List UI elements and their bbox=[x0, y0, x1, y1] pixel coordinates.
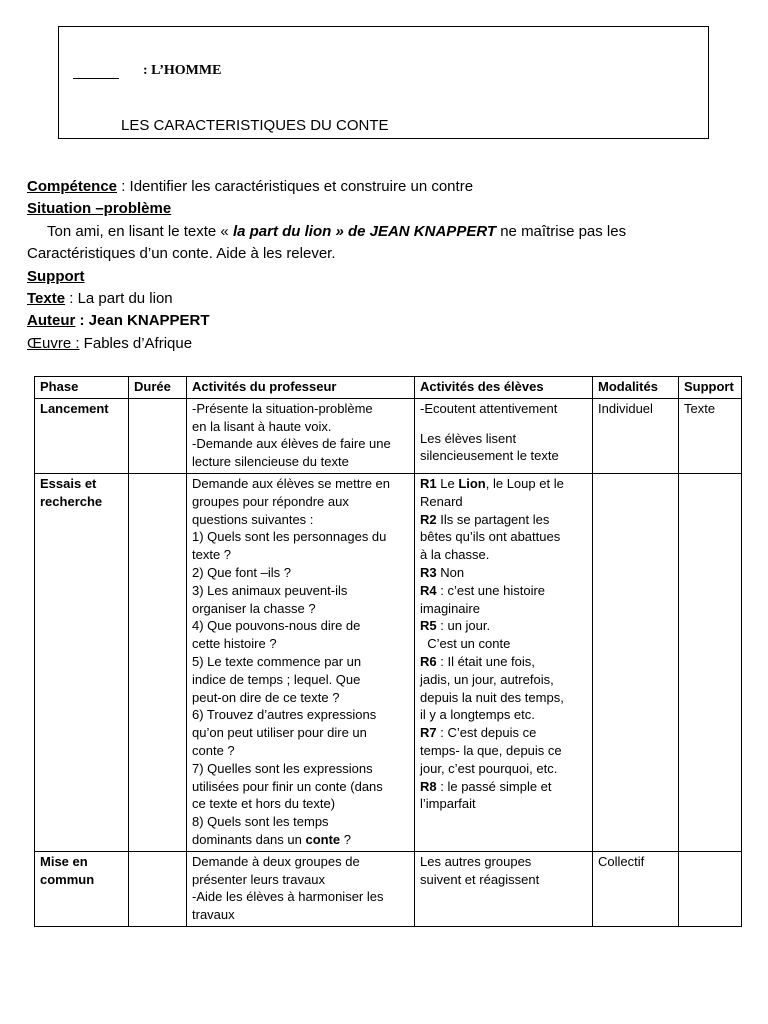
cell-phase bbox=[35, 473, 129, 851]
text-line: : le passé simple et bbox=[436, 778, 552, 794]
unit-number-blank bbox=[73, 66, 119, 79]
bold-text: R8 bbox=[420, 778, 437, 794]
col-header-phase: Phase bbox=[35, 377, 129, 399]
text-line: -Présente la situation-problème bbox=[192, 400, 373, 416]
text-line: groupes pour répondre aux bbox=[192, 493, 349, 509]
text-line: Le bbox=[436, 475, 459, 491]
col-header-support: Support bbox=[679, 377, 742, 399]
text-line: l’imparfait bbox=[420, 796, 476, 812]
table-row bbox=[35, 851, 742, 926]
text-line: dominants dans un bbox=[192, 831, 306, 847]
cell-support bbox=[679, 473, 742, 851]
oeuvre-value: Fables d’Afrique bbox=[79, 334, 193, 352]
cell-prof bbox=[187, 398, 415, 473]
bold-text: R2 bbox=[420, 511, 437, 527]
text-line: bêtes qu’ils ont abattues bbox=[420, 529, 561, 545]
answer-r1 bbox=[420, 475, 587, 493]
text-line: recherche bbox=[40, 493, 103, 509]
col-header-prof: Activités du professeur bbox=[187, 377, 415, 399]
text-line: : C’est depuis ce bbox=[436, 725, 537, 741]
text-line: jour, c’est pourquoi, etc. bbox=[420, 760, 558, 776]
bold-text: R4 bbox=[420, 582, 437, 598]
text-line: indice de temps ; lequel. Que bbox=[192, 671, 361, 687]
text-line: en la lisant à haute voix. bbox=[192, 418, 332, 434]
text-line: -Aide les élèves à harmoniser les bbox=[192, 889, 384, 905]
text-line: commun bbox=[40, 871, 95, 887]
text-line: à la chasse. bbox=[420, 547, 490, 563]
lesson-table bbox=[34, 376, 742, 927]
text-line: -Ecoutent attentivement bbox=[420, 400, 558, 416]
cell-prof bbox=[187, 473, 415, 851]
situation-post: ne maîtrise pas les bbox=[496, 222, 627, 240]
situation-label: Situation –problème bbox=[27, 200, 172, 218]
table-header-row bbox=[35, 377, 742, 399]
text-line: 7) Quelles sont les expressions bbox=[192, 760, 373, 776]
situation-pre: Ton ami, en lisant le texte « bbox=[47, 222, 233, 240]
answer-r6 bbox=[420, 653, 587, 671]
bold-text: R1 bbox=[420, 475, 437, 491]
col-header-duree: Durée bbox=[129, 377, 187, 399]
cell-modalites: Collectif bbox=[593, 851, 679, 926]
cell-phase bbox=[35, 851, 129, 926]
text-line: 1) Quels sont les personnages du bbox=[192, 529, 387, 545]
bold-text: conte bbox=[305, 831, 341, 847]
text-line: lecture silencieuse du texte bbox=[192, 454, 349, 470]
text-line: , le Loup et le bbox=[485, 475, 564, 491]
text-line: organiser la chasse ? bbox=[192, 600, 316, 616]
text-line: travaux bbox=[192, 907, 235, 923]
text-line: 3) Les animaux peuvent-ils bbox=[192, 582, 348, 598]
texte-line bbox=[27, 288, 727, 310]
text-line: qu’on peut utiliser pour dire un bbox=[192, 725, 367, 741]
cell-phase bbox=[35, 398, 129, 473]
text-line: questions suivantes : bbox=[192, 511, 314, 527]
text-line: texte ? bbox=[192, 547, 232, 563]
text-line: 5) Le texte commence par un bbox=[192, 653, 362, 669]
text-line: imaginaire bbox=[420, 600, 480, 616]
texte-label: Texte bbox=[27, 290, 66, 308]
cell-eleves bbox=[415, 398, 593, 473]
text-line: ce texte et hors du texte) bbox=[192, 796, 336, 812]
answer-r7 bbox=[420, 724, 587, 742]
oeuvre-label: Œuvre : bbox=[27, 334, 80, 352]
text-line: peut-on dire de ce texte ? bbox=[192, 689, 340, 705]
text-line: : un jour. bbox=[436, 618, 491, 634]
competence-label: Compétence bbox=[27, 178, 118, 195]
text-line: présenter leurs travaux bbox=[192, 871, 325, 887]
text-line: Les élèves lisent bbox=[420, 430, 517, 446]
cell-duree bbox=[129, 851, 187, 926]
answer-r2 bbox=[420, 511, 587, 529]
col-header-modalites: Modalités bbox=[593, 377, 679, 399]
text-line: conte ? bbox=[192, 742, 235, 758]
unit-title-line bbox=[73, 63, 221, 79]
text-line: Essais et bbox=[40, 475, 97, 491]
bold-text: R3 bbox=[420, 564, 437, 580]
answer-r4 bbox=[420, 582, 587, 600]
cell-prof bbox=[187, 851, 415, 926]
unit-title: : L’HOMME bbox=[143, 63, 222, 78]
bold-text: R5 bbox=[420, 618, 437, 634]
competence-line bbox=[27, 176, 727, 198]
text-line: Ils se partagent les bbox=[436, 511, 550, 527]
cell-duree bbox=[129, 473, 187, 851]
text-line: Mise en bbox=[40, 853, 88, 869]
col-header-eleves: Activités des élèves bbox=[415, 377, 593, 399]
situation-line-2: Caractéristiques d’un conte. Aide à les relever. bbox=[27, 245, 336, 263]
texte-value: : La part du lion bbox=[65, 290, 173, 308]
text-line: C’est un conte bbox=[420, 636, 511, 652]
cell-duree bbox=[129, 398, 187, 473]
text-line: il y a longtemps etc. bbox=[420, 707, 535, 723]
text-line: silencieusement le texte bbox=[420, 448, 559, 464]
text-line: Les autres groupes bbox=[420, 853, 532, 869]
text-line: depuis la nuit des temps, bbox=[420, 689, 564, 705]
cell-modalites: Individuel bbox=[593, 398, 679, 473]
text-line: Demande aux élèves se mettre en bbox=[192, 475, 390, 491]
bold-text: R7 bbox=[420, 725, 437, 741]
text-line: cette histoire ? bbox=[192, 636, 277, 652]
lesson-title: LES CARACTERISTIQUES DU CONTE bbox=[121, 117, 389, 134]
text-line: 6) Trouvez d’autres expressions bbox=[192, 707, 377, 723]
bold-text: Lion bbox=[458, 475, 486, 491]
text-line: 8) Quels sont les temps bbox=[192, 814, 329, 830]
auteur-value: : Jean KNAPPERT bbox=[75, 312, 210, 330]
answer-r3 bbox=[420, 564, 587, 582]
auteur-label: Auteur bbox=[27, 312, 76, 330]
header-box bbox=[58, 26, 709, 139]
text-line: 4) Que pouvons-nous dire de bbox=[192, 618, 361, 634]
answer-r5 bbox=[420, 617, 587, 635]
situation-heading bbox=[27, 198, 727, 220]
text-line: 2) Que font –ils ? bbox=[192, 564, 291, 580]
text-line: temps- la que, depuis ce bbox=[420, 742, 562, 758]
cell-eleves bbox=[415, 851, 593, 926]
bold-text: R6 bbox=[420, 653, 437, 669]
support-heading bbox=[27, 266, 727, 288]
answer-r8 bbox=[420, 778, 587, 796]
support-label: Support bbox=[27, 267, 85, 285]
text-line: Lancement bbox=[40, 400, 109, 416]
cell-support: Texte bbox=[679, 398, 742, 473]
situation-line-1 bbox=[27, 221, 727, 243]
text-line: suivent et réagissent bbox=[420, 871, 540, 887]
situation-author: » de JEAN KNAPPERT bbox=[331, 222, 497, 240]
cell-eleves bbox=[415, 473, 593, 851]
text-line: : Il était une fois, bbox=[436, 653, 535, 669]
text-line: : c’est une histoire bbox=[436, 582, 546, 598]
table-row bbox=[35, 398, 742, 473]
table-row bbox=[35, 473, 742, 851]
auteur-line bbox=[27, 310, 727, 332]
intro-section bbox=[27, 176, 727, 355]
competence-text: : Identifier les caractéristiques et construire un contre bbox=[117, 178, 474, 195]
text-line: Non bbox=[436, 564, 465, 580]
cell-modalites bbox=[593, 473, 679, 851]
oeuvre-line bbox=[27, 333, 727, 355]
text-line: Renard bbox=[420, 493, 463, 509]
text-line: ? bbox=[340, 831, 351, 847]
text-line: Demande à deux groupes de bbox=[192, 853, 360, 869]
text-line: jadis, un jour, autrefois, bbox=[420, 671, 554, 687]
text-line: -Demande aux élèves de faire une bbox=[192, 436, 391, 452]
cell-support bbox=[679, 851, 742, 926]
situation-title: la part du lion bbox=[232, 222, 332, 240]
text-line: utilisées pour finir un conte (dans bbox=[192, 778, 383, 794]
